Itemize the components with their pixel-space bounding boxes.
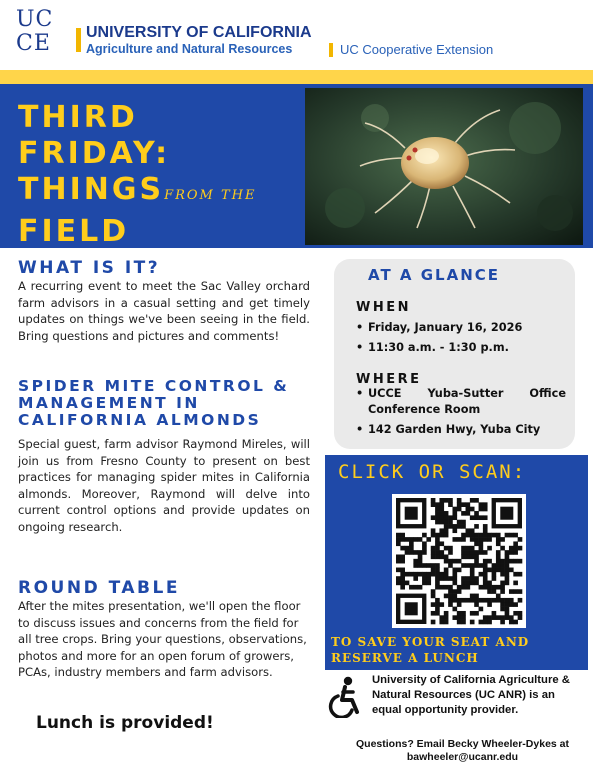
cta-heading: CLICK OR SCAN: — [338, 461, 527, 483]
qr-code[interactable] — [392, 494, 526, 628]
title-line-4: FIELD — [18, 214, 130, 249]
title-things: THINGS — [18, 172, 165, 207]
when-label: WHEN — [356, 300, 411, 315]
org-subtitle: Agriculture and Natural Resources — [86, 42, 293, 56]
where-label: WHERE — [356, 372, 422, 387]
when-date-text: Friday, January 16, 2026 — [368, 321, 523, 334]
round-table-heading: ROUND TABLE — [18, 578, 180, 598]
spider-heading: SPIDER MITE CONTROL & MANAGEMENT IN CALIFORNIA ALMONDS — [18, 377, 290, 429]
coop-divider — [329, 43, 333, 57]
coop-extension-label: UC Cooperative Extension — [340, 42, 494, 57]
contact-info: Questions? Email Becky Wheeler-Dykes at bawheeler@ucanr.edu — [356, 738, 569, 763]
where-venue-text: UCCE Yuba-Sutter Office Conference Room — [368, 387, 566, 416]
what-body: A recurring event to meet the Sac Valley orchard farm advisors in a casual setting and get timely updates on things we've been seeing in the field. Bring questions and pictures and comments! — [18, 279, 310, 343]
lunch-note: Lunch is provided! — [36, 713, 214, 733]
mite-photo — [305, 88, 583, 245]
equal-opportunity-statement: University of California Agriculture & Natural Resources (UC ANR) is an equal opportunity provider. — [372, 674, 570, 716]
cta-subtitle: TO SAVE YOUR SEAT AND RESERVE A LUNCH — [331, 635, 530, 665]
where-address-text: 142 Garden Hwy, Yuba City — [368, 423, 541, 436]
when-time-text: 11:30 a.m. - 1:30 p.m. — [368, 341, 509, 354]
title-line-1: THIRD — [18, 100, 138, 135]
org-name: UNIVERSITY OF CALIFORNIA — [86, 24, 312, 41]
logo-line-1: UC — [16, 7, 54, 32]
title-line-2: FRIDAY: — [18, 136, 171, 171]
event-title — [18, 100, 308, 250]
when-time: • 11:30 a.m. - 1:30 p.m. — [356, 341, 509, 354]
spider-body: Special guest, farm advisor Raymond Mireles, will join us from Fresno County to present on best practices for managing spider mites in California almonds. Moreover, Raymond will delve into current control options and provide updates on ongoing research. — [18, 437, 310, 534]
what-heading: WHAT IS IT? — [18, 258, 161, 278]
logo-line-2: CE — [16, 31, 51, 56]
glance-heading: AT A GLANCE — [368, 266, 501, 284]
accessibility-icon — [326, 676, 364, 718]
logo-divider — [76, 28, 81, 52]
gold-band — [0, 70, 593, 84]
when-date: • Friday, January 16, 2026 — [356, 321, 523, 334]
ucce-logo — [16, 8, 64, 56]
where-address: • 142 Garden Hwy, Yuba City — [356, 423, 541, 436]
title-line-3 — [18, 172, 308, 214]
title-from-the: FROM THE — [164, 188, 257, 203]
where-venue: • UCCE Yuba-Sutter Office Conference Room — [356, 387, 566, 416]
round-table-body: After the mites presentation, we'll open the floor to discuss issues and concerns from the field for all tree crops. Bring your questions, observations, photos and more for an open forum of growers, PCAs, industry members and farm advisors. — [18, 599, 307, 679]
